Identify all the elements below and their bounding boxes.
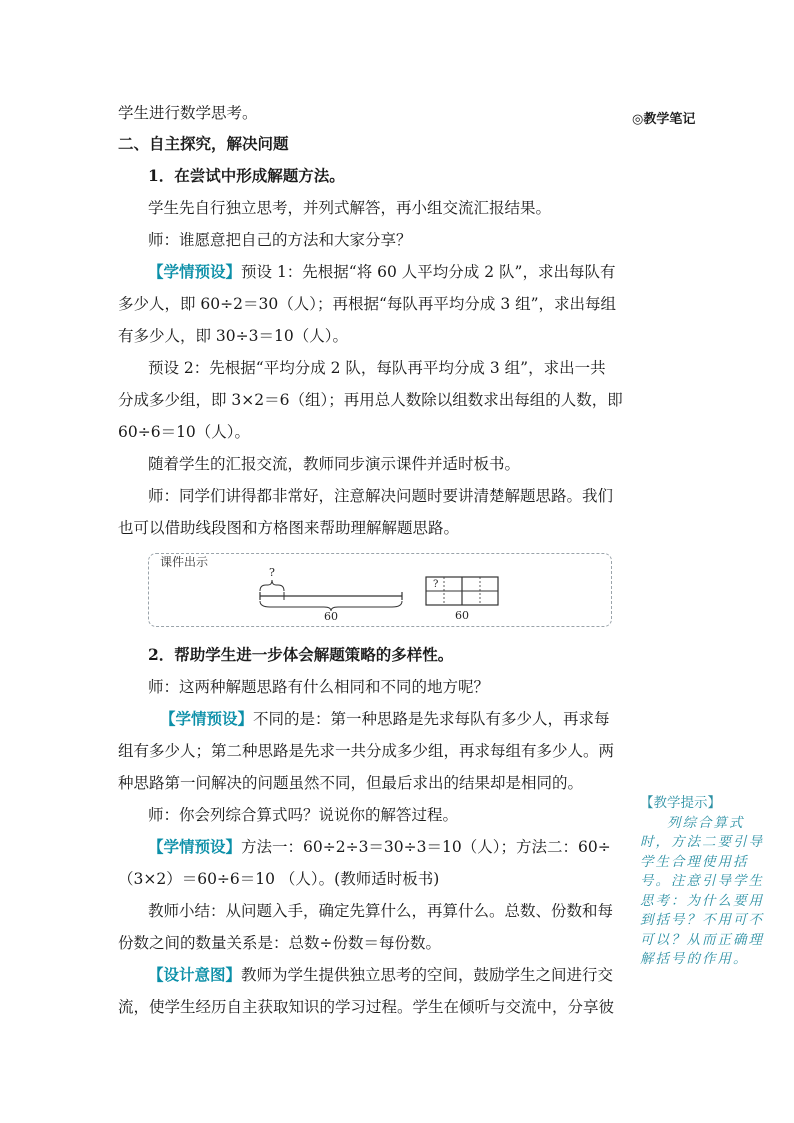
preset-1-line-1 (148, 262, 615, 282)
difference-text: 不同的是：第一种思路是先求每队有多少人，再求每 (253, 710, 610, 728)
section-heading: 二、自主探究，解决问题 (118, 134, 289, 153)
preset-2-line-1: 预设 2：先根据“平均分成 2 队，每队再平均分成 3 组”，求出一共 (148, 359, 606, 377)
summary-line-1: 教师小结：从问题入手，确定先算什么，再算什么。总数、份数和每 (148, 902, 614, 920)
student-situation-tag: 【学情预设】 (160, 709, 254, 728)
preset-1-line-3: 有多少人，即 30÷3＝10（人）。 (118, 327, 348, 345)
summary-line-2: 份数之间的数量关系是：总数÷份数＝每份数。 (118, 934, 441, 952)
line-segment-diagram (260, 566, 402, 623)
grid-total-label: 60 (455, 609, 469, 622)
design-text: 教师为学生提供独立思考的空间，鼓励学生之间进行交 (241, 966, 614, 984)
line-total-label: 60 (324, 610, 338, 623)
preset-2-line-2: 分成多少组，即 3×2＝6（组）；再用总人数除以组数求出每组的人数，即 (118, 391, 623, 409)
preset-2-line-3: 60÷6＝10（人）。 (118, 423, 251, 441)
courseware-diagram (148, 553, 612, 627)
hint-title: 【教学提示】 (640, 795, 721, 811)
method-line-2: （3×2）＝60÷6＝10 （人）。(教师适时板书) (118, 870, 440, 888)
preset-1-line-2: 多少人，即 60÷2＝30（人）；再根据“每队再平均分成 3 组”，求出每组 (118, 295, 617, 313)
paragraph: 师：谁愿意把自己的方法和大家分享？ (148, 231, 412, 249)
method-text: 方法一：60÷2÷3＝30÷3＝10（人）；方法二：60÷ (241, 838, 611, 856)
grid-question-mark: ? (433, 579, 439, 590)
subsection-heading: 2．帮助学生进一步体会解题策略的多样性。 (148, 645, 454, 664)
line-question-mark: ? (269, 566, 275, 579)
student-situation-tag: 【学情预设】 (148, 262, 242, 281)
subsection-heading: 1．在尝试中形成解题方法。 (148, 166, 345, 185)
paragraph: 学生先自行独立思考，并列式解答，再小组交流汇报结果。 (148, 199, 552, 217)
method-line-1 (148, 837, 611, 857)
sidebar-title: ◎教学笔记 (632, 112, 696, 127)
preset-1-text: 预设 1：先根据“将 60 人平均分成 2 队”，求出每队有 (241, 263, 616, 281)
difference-line-3: 种思路第一问解决的问题虽然不同，但最后求出的结果却是相同的。 (118, 774, 584, 792)
paragraph: 师：你会列综合算式吗？说说你的解答过程。 (148, 806, 459, 824)
courseware-label: 课件出示 (160, 555, 209, 569)
hint-body: 列综合算式时，方法二要引导学生合理使用括号。注意引导学生思考：为什么要用到括号？不用可不可以？从而正确理解括号的作用。 (640, 814, 764, 967)
teaching-hint (640, 794, 772, 970)
grid-diagram (426, 577, 498, 622)
difference-line-2: 组有多少人；第二种思路是先求一共分成多少组，再求每组有多少人。两 (118, 742, 615, 760)
paragraph: 师：同学们讲得都非常好，注意解决问题时要讲清楚解题思路。我们 (148, 487, 614, 505)
text-line: 学生进行数学思考。 (118, 104, 258, 122)
design-intent-tag: 【设计意图】 (148, 965, 242, 984)
paragraph: 师：这两种解题思路有什么相同和不同的地方呢？ (148, 678, 490, 696)
paragraph: 随着学生的汇报交流，教师同步演示课件并适时板书。 (148, 455, 521, 473)
difference-line-1 (160, 709, 610, 729)
design-line-1 (148, 965, 613, 985)
paragraph: 也可以借助线段图和方格图来帮助理解解题思路。 (118, 519, 460, 537)
student-situation-tag: 【学情预设】 (148, 837, 242, 856)
design-line-2: 流，使学生经历自主获取知识的学习过程。学生在倾听与交流中，分享彼 (118, 998, 615, 1016)
